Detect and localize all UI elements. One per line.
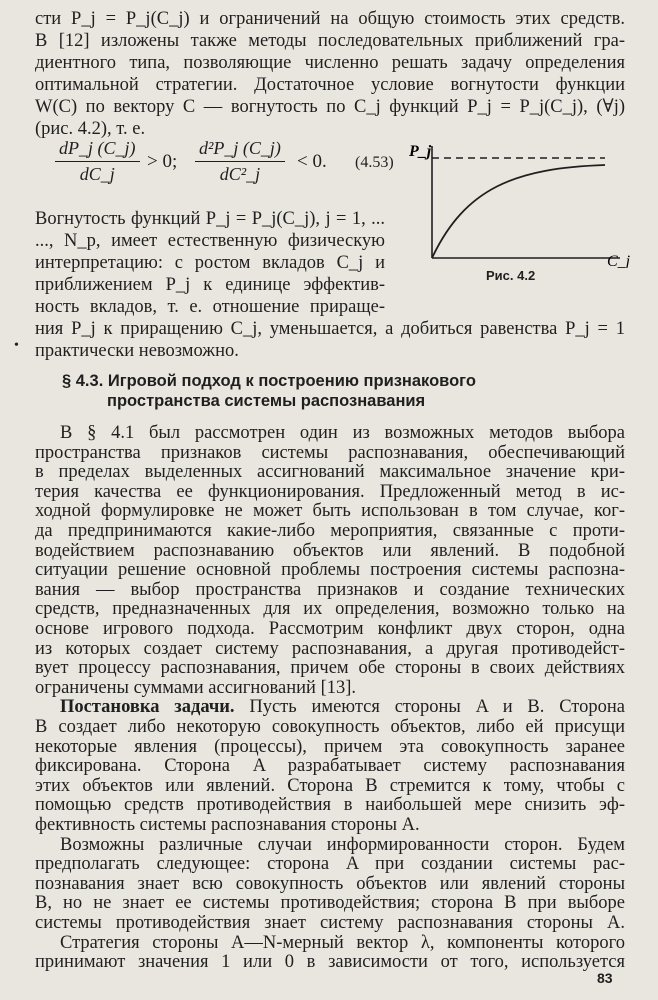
text-line: приближением P_j к единице эффектив- bbox=[35, 275, 385, 295]
text-line: в пределах выделенных ассигнований максимальное значение кри- bbox=[35, 462, 625, 483]
text-line: вует процессу распознавания, причем обе стороны в своих действиях bbox=[35, 658, 625, 679]
section-heading: § 4.3. Игровой подход к построению признакового bbox=[62, 372, 476, 390]
y-axis-label: P_j bbox=[409, 143, 432, 160]
text-line: терия качества ее функционирования. Предложенный метод в ис- bbox=[35, 481, 625, 502]
text-line: Возможны различные случаи информированности сторон. Будем bbox=[60, 834, 625, 855]
text-line: основе игрового подхода. Рассмотрим конфликт двух сторон, одна bbox=[35, 619, 625, 639]
text-line: ность вкладов, т. е. отношение прираще- bbox=[35, 297, 385, 317]
text-line: пространства признаков системы распознавания, обеспечивающий bbox=[35, 442, 625, 463]
equation-number: (4.53) bbox=[355, 154, 394, 171]
text-line: водействием распознаванию объектов или явлений. В подобной bbox=[35, 540, 625, 561]
fraction-denominator: dC_j bbox=[79, 164, 115, 184]
text-line: предполагать следующее: сторона A при создании системы рас- bbox=[35, 854, 625, 875]
fraction-numerator: dP_j (C_j) bbox=[55, 138, 140, 162]
text-line: В § 4.1 был рассмотрен один из возможных методов выбора bbox=[60, 423, 625, 443]
inequality-negative: < 0. bbox=[297, 151, 327, 172]
text-line: диентного типа, позволяющие численно решать задачу определения bbox=[35, 53, 625, 73]
text-line: фективность системы распознавания стороны A. bbox=[35, 815, 420, 835]
text-line: средств, предназначенных для их определения, возможно только на bbox=[35, 599, 625, 620]
formula-4-53 bbox=[55, 138, 400, 198]
text-line: ходной формулировке не может быть использован в том случае, ког- bbox=[35, 501, 625, 522]
text-line: принимают значения 1 или 0 в зависимости от того, используется bbox=[35, 952, 625, 973]
fraction-second-derivative bbox=[195, 138, 285, 185]
text-line: Стратегия стороны A—N-мерный вектор λ, компоненты которого bbox=[60, 932, 625, 953]
text-line: B создает либо некоторую совокупность объектов, либо ей присущи bbox=[35, 717, 625, 737]
text-line: оптимальной стратегии. Достаточное условие вогнутости функции bbox=[35, 75, 625, 95]
text-line: практически невозможно. bbox=[35, 341, 239, 361]
figure-caption: Рис. 4.2 bbox=[486, 268, 536, 283]
text-line: W(C) по вектору C — вогнутость по C_j функций P_j = P_j(C_j), (∀j) bbox=[35, 97, 625, 117]
text-line: ния P_j к приращению C_j, уменьшается, а добиться равенства P_j = 1 bbox=[35, 319, 625, 339]
text-line: Вогнутость функций P_j = P_j(C_j), j = 1, ... bbox=[35, 209, 385, 229]
text-line: ограничены суммами ассигнований [13]. bbox=[35, 677, 357, 698]
text-line: ..., N_p, имеет естественную физическую bbox=[35, 231, 385, 251]
text-line: фиксирована. Сторона A разрабатывает систему распознавания bbox=[35, 756, 625, 777]
text-line: (рис. 4.2), т. е. bbox=[35, 119, 146, 139]
margin-bullet: • bbox=[14, 338, 19, 353]
page-number: 83 bbox=[597, 970, 613, 986]
curve bbox=[432, 165, 605, 258]
run-in-heading: Постановка задачи. bbox=[60, 697, 235, 718]
text-line: ситуации решение основной проблемы построения системы распозна- bbox=[35, 560, 625, 581]
fraction-denominator: dC²_j bbox=[219, 164, 261, 184]
inequality-positive: > 0; bbox=[147, 151, 178, 172]
text-line: системы противодействия знает систему распознавания стороны A. bbox=[35, 913, 625, 933]
text-line: да предпринимаются какие-либо мероприятия, связанные с проти- bbox=[35, 521, 625, 541]
text-line: помощью средств противодействия в наибольшей мере снизить эф- bbox=[35, 795, 625, 816]
text-line: интерпретацию: с ростом вкладов C_j и bbox=[35, 253, 385, 273]
fraction-first-derivative bbox=[55, 138, 140, 185]
fraction-numerator: d²P_j (C_j) bbox=[195, 138, 285, 162]
section-heading-cont: пространства системы распознавания bbox=[107, 392, 426, 410]
text-line: вания — выбор пространства признаков и создание технических bbox=[35, 579, 625, 600]
concave-curve-plot bbox=[405, 138, 635, 268]
text-line: В [12] изложены также методы последовательных приближений гра- bbox=[35, 31, 625, 51]
text-line: из которых создает систему распознавания, а другая противодейст- bbox=[35, 638, 625, 659]
text-line: некоторые явления (процессы), причем эта совокупность заранее bbox=[35, 736, 625, 757]
text-line: сти P_j = P_j(C_j) и ограничений на общую стоимость этих средств. bbox=[35, 9, 625, 29]
text-line: B, но не знает ее системы противодействия; сторона B при выборе bbox=[35, 893, 625, 914]
text-line: познавания знает всю совокупность объектов или явлений стороны bbox=[35, 873, 625, 894]
x-axis-label: C_j bbox=[607, 253, 631, 268]
text-line: этих объектов или явлений. Сторона B стремится к тому, чтобы с bbox=[35, 775, 625, 796]
text-line: Постановка задачи. Пусть имеются стороны A и B. Сторона bbox=[60, 697, 625, 718]
